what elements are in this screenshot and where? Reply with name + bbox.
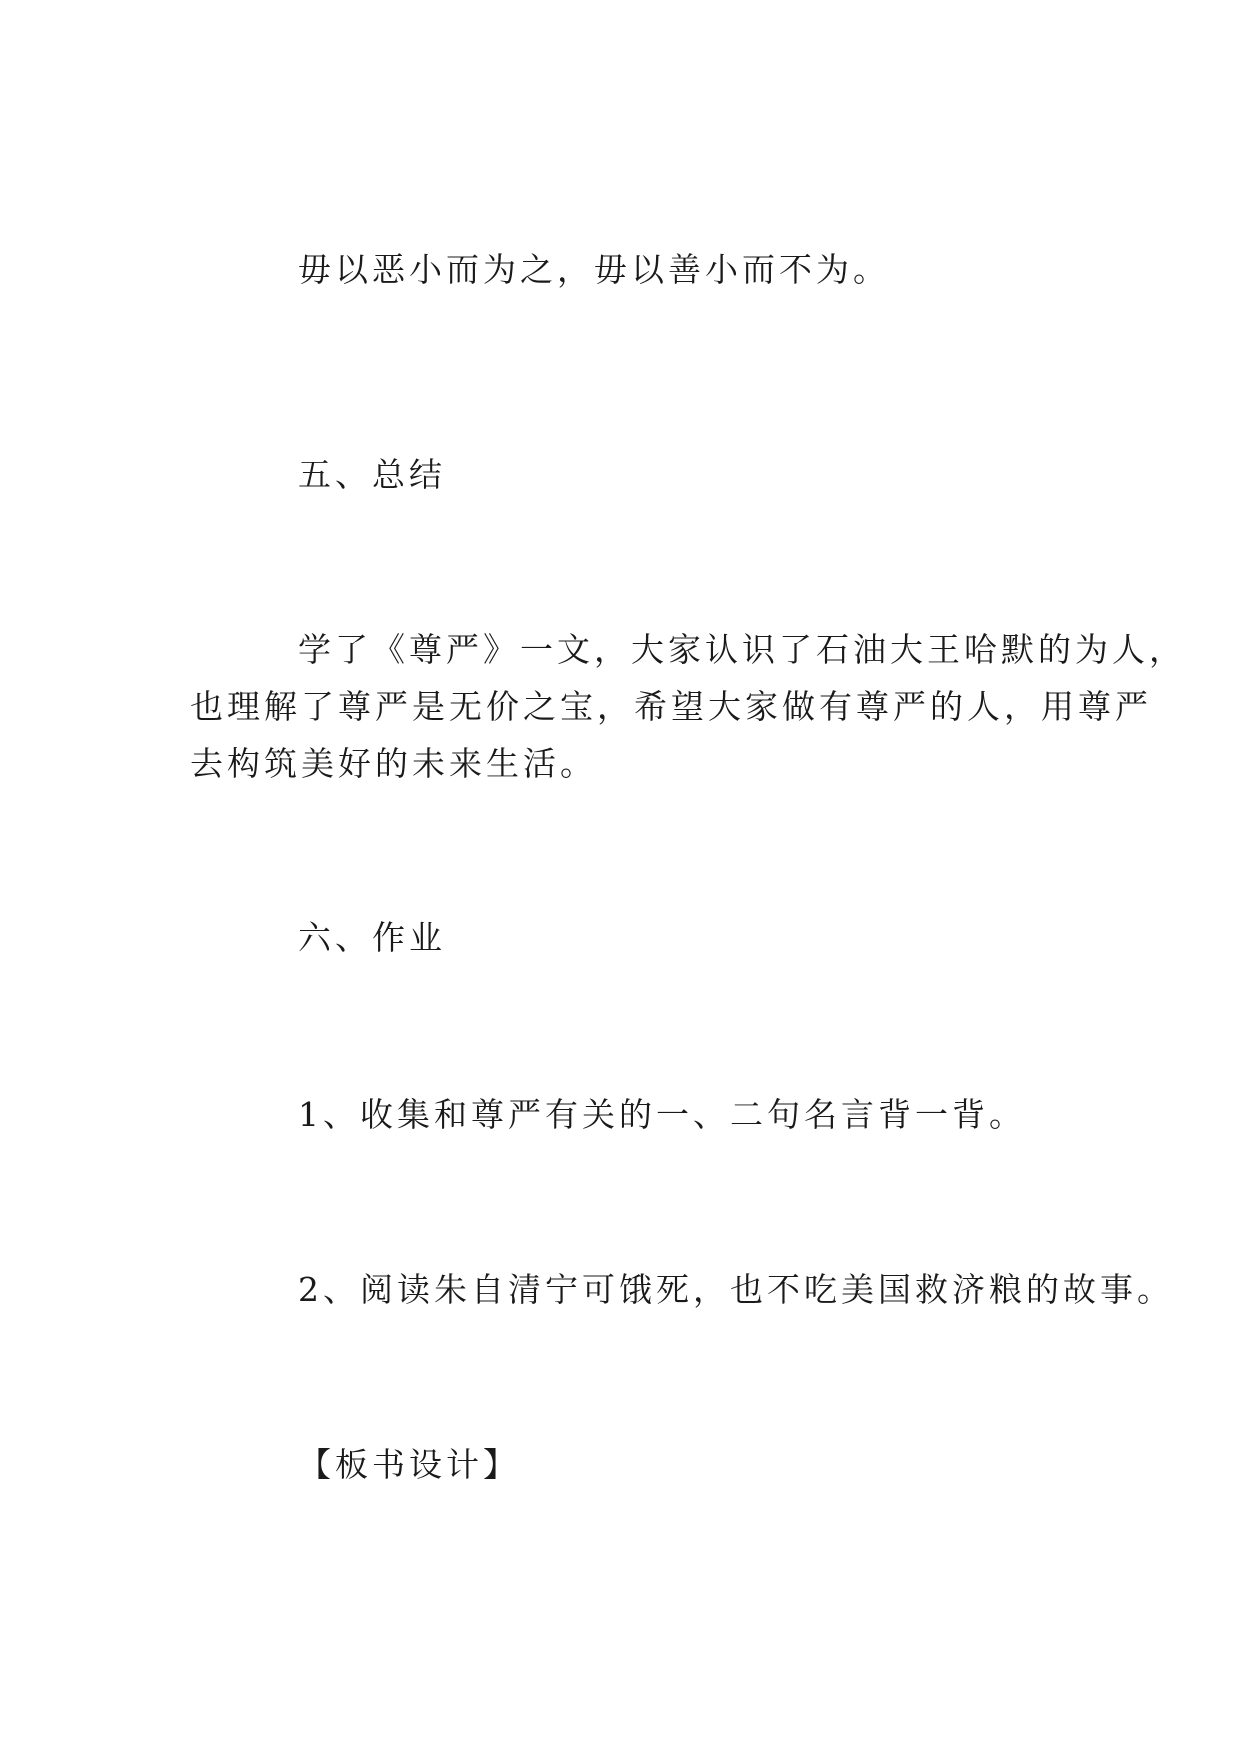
section-6-heading: 六、作业	[298, 918, 446, 957]
board-design-heading: 【板书设计】	[298, 1445, 520, 1484]
section-5-heading: 五、总结	[298, 455, 446, 494]
motto-text: 毋以恶小而为之，毋以善小而不为。	[298, 250, 890, 289]
summary-line-3: 去构筑美好的未来生活。	[190, 744, 597, 783]
summary-line-1: 学了《尊严》一文，大家认识了石油大王哈默的为人，	[298, 630, 1186, 669]
homework-item-2: 2、阅读朱自清宁可饿死，也不吃美国救济粮的故事。	[298, 1270, 1174, 1309]
summary-line-2: 也理解了尊严是无价之宝，希望大家做有尊严的人，用尊严	[190, 687, 1152, 726]
homework-item-1: 1、收集和尊严有关的一、二句名言背一背。	[298, 1095, 1026, 1134]
